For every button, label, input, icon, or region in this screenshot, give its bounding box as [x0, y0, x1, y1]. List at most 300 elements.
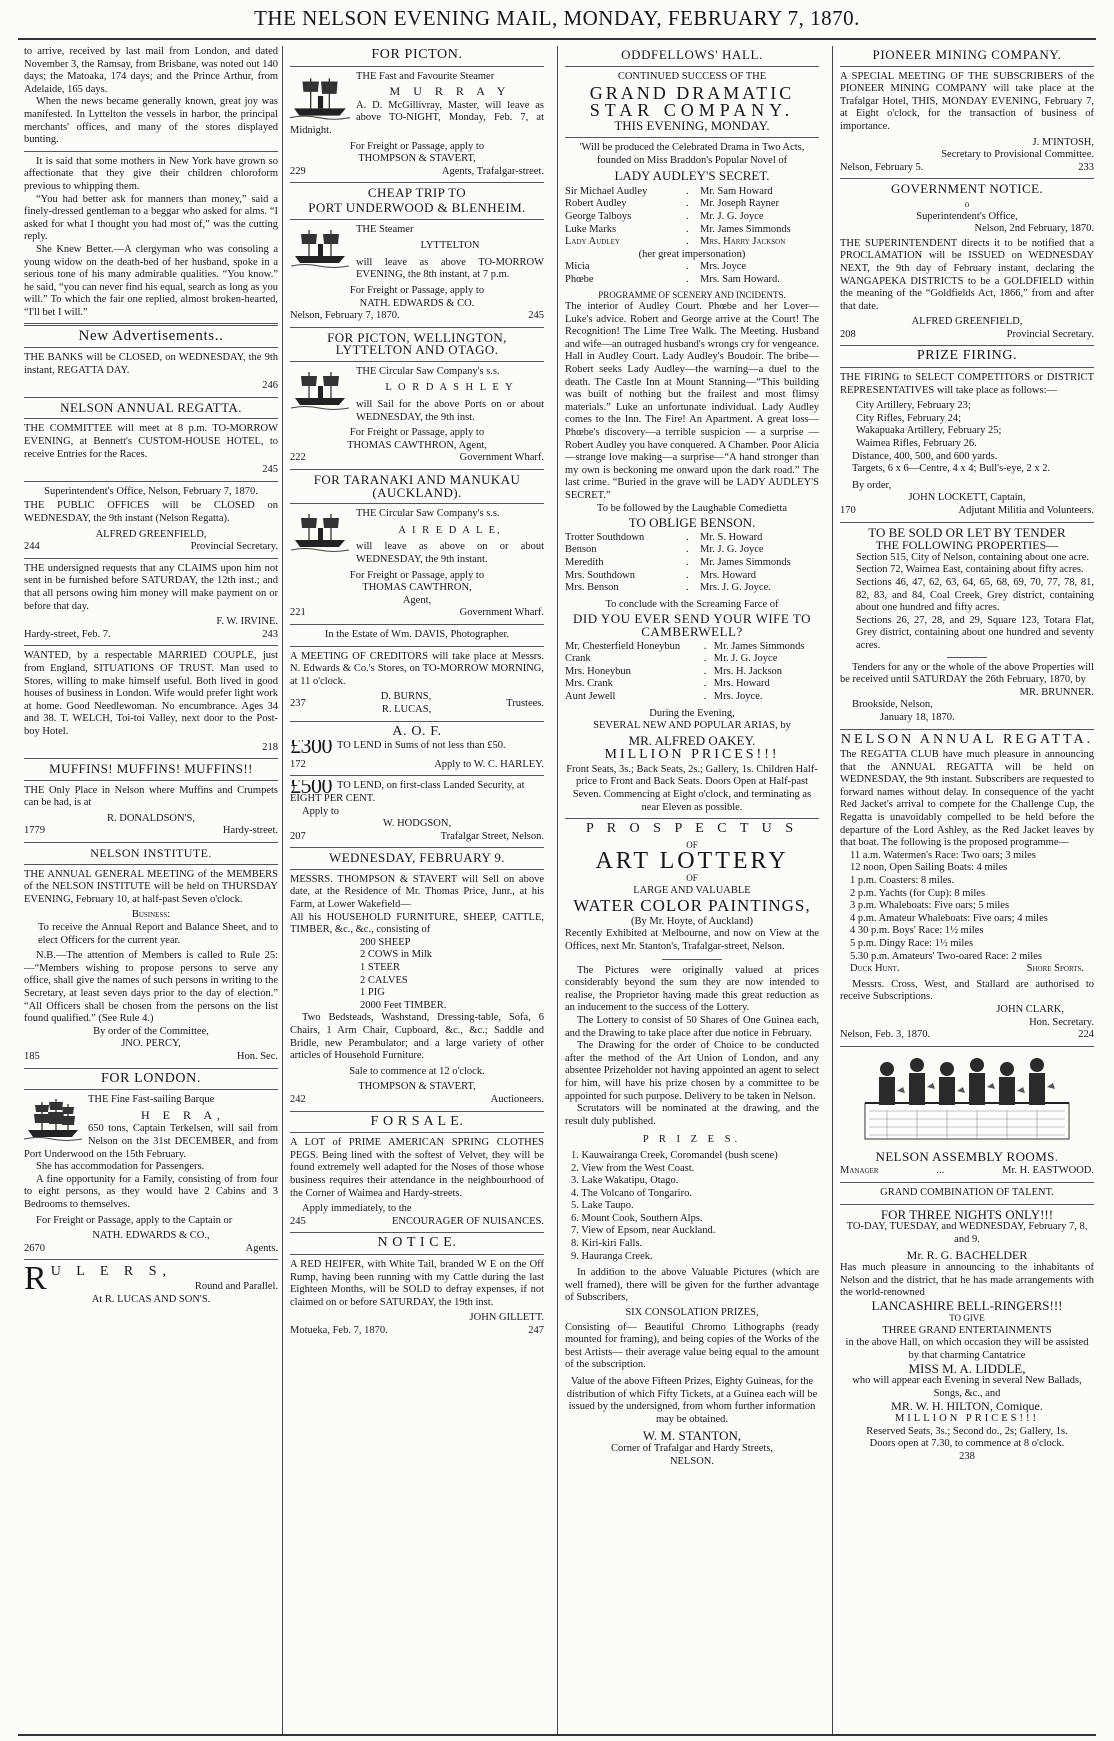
date: Nelson, February 7, 1870. — [290, 310, 400, 322]
ship-intro: THE Steamer — [356, 223, 414, 235]
in-hall: in the above Hall, on which occasion they will be assisted by that charming Cantatrice — [845, 1337, 1089, 1362]
announcement: Has much pleasure in announcing to the inhabitants of Nelson and the district, that he has made arrangements with the world-renowned — [840, 1261, 1094, 1299]
bell-ringers-illustration — [857, 1051, 1077, 1147]
targets: Targets, 6 x 6—Centre, 4 x 4; Bull's-eye, 2 x 2. — [852, 463, 1051, 475]
role: Luke Marks — [565, 223, 617, 235]
ship-name: H E R A, — [140, 1107, 225, 1122]
ship-intro: THE Circular Saw Company's s.s. — [356, 365, 500, 377]
ad-number: 1779 — [24, 825, 45, 837]
date: January 18, 1870. — [880, 711, 955, 723]
divider — [24, 842, 278, 843]
news-paragraph: It is said that some mothers in New York have grown so affectionate that they give their children chloroform previous to whipping them. — [24, 155, 278, 192]
agent-name: W. HODGSON, — [382, 818, 452, 830]
firing-item: City Rifles, February 24; — [856, 412, 961, 424]
ad-number: 245 — [262, 464, 278, 476]
divider — [24, 864, 278, 865]
conclude-text: To conclude with the Screaming Farce of — [605, 598, 779, 610]
prize-item: 1. Kauwairanga Creek, Coromandel (bush scene) — [571, 1149, 778, 1161]
subheading: Business: — [131, 909, 171, 921]
divider — [290, 775, 544, 776]
doors: Doors open at 7.30, to commence at 8 o'clock. — [869, 1438, 1065, 1450]
ad-number: 208 — [840, 328, 856, 340]
column-3 — [565, 46, 819, 1468]
messrs-text: Messrs. Cross, West, and Stallard are authorised to receive Subscriptions. — [840, 978, 1094, 1003]
auction-items: All his HOUSEHOLD FURNITURE, SHEEP, CATTLE, TIMBER, &c., &c., consisting of — [290, 911, 544, 936]
lottery-text: The Lottery to consist of 50 Shares of One Guinea each, and the Drawing to take place after due notice in February. — [565, 1014, 819, 1039]
divider — [290, 847, 544, 848]
loan-text: TO LEND, on first-class Landed Security, at EIGHT PER CENT. — [290, 780, 525, 804]
section-heading: FOR PICTON, WELLINGTON, LYTTELTON AND OTAGO. — [327, 329, 507, 358]
manager-label: Manager — [840, 1165, 879, 1177]
prizes-heading: P R I Z E S. — [642, 1134, 742, 1146]
sale-time: Sale to commence at 12 o'clock. — [349, 1065, 485, 1077]
role: Crank — [565, 653, 591, 665]
divider — [662, 959, 722, 960]
race-item: 4 p.m. Amateur Whaleboats: Five oars; 4 miles — [850, 912, 1048, 924]
followed-text: To be followed by the Laughable Comedietta — [597, 502, 787, 514]
prize-item: 3. Lake Wakatipu, Otago. — [571, 1175, 679, 1187]
divider — [840, 66, 1094, 67]
section-heading: FOR TARANAKI AND MANUKAU (AUCKLAND). — [313, 472, 521, 500]
agent-name: THOMPSON & STAVERT, — [358, 153, 476, 165]
ship-text: 650 tons, Captain Terkelsen, will sail from Nelson on the 31st DECEMBER, and from Port Underwood on the 15th February. — [24, 1123, 278, 1160]
agent-address: Government Wharf. — [459, 452, 544, 464]
race-item: 5 p.m. Dingy Race: 1½ miles — [850, 938, 974, 949]
signature-title: Provincial Secretary. — [190, 541, 278, 553]
million-prices: MILLION PRICES!!! — [894, 1413, 1040, 1425]
ship-intro: THE Fine Fast-sailing Barque — [88, 1094, 215, 1106]
divider — [24, 558, 278, 559]
rulers-at: At R. LUCAS AND SON'S. — [91, 1294, 211, 1306]
race-item: 3 p.m. Whaleboats: Five oars; 5 miles — [850, 900, 1010, 912]
section-heading: PRIZE FIRING. — [916, 348, 1018, 364]
signature: ALFRED GREENFIELD, — [95, 528, 207, 540]
ship-text: A. D. McGillivray, Master, will leave as above TO-NIGHT, Monday, Feb. 7, at Midnight. — [290, 99, 544, 136]
ad-number: 2670 — [24, 1242, 45, 1254]
divider — [290, 1111, 544, 1112]
arias-text: SEVERAL NEW AND POPULAR ARIAS, by — [593, 720, 791, 732]
of-text: OF — [686, 873, 698, 884]
ad-committee: THE COMMITTEE will meet at 8 p.m. TO-MORROW EVENING, at Bennett's CUSTOM-HOUSE HOTEL, to receive Entries for the Races. — [24, 423, 278, 460]
amount: £300 — [290, 740, 332, 753]
ad-number: 247 — [528, 1324, 544, 1336]
rulers-sub: Round and Parallel. — [194, 1280, 278, 1292]
column-1 — [24, 46, 278, 1307]
performer-name: Mr. R. G. BACHELDER — [906, 1248, 1028, 1263]
ad-number: 237 — [290, 697, 306, 709]
ad-proclamation: THE SUPERINTENDENT directs it to be notified that a PROCLAMATION will be ISSUED on WEDNESDAY NEXT, the 9th day of February instant, declaring the WANGAPEKA DISTRICTS to be a GOLDFIELD within the meaning of the “Goldfields Act, 1866,” from and after that date. — [840, 237, 1094, 312]
divider — [840, 1204, 1094, 1205]
divider — [290, 721, 544, 722]
role: Sir Michael Audley — [565, 185, 648, 197]
prize-item: 9. Hauranga Creek. — [571, 1250, 653, 1262]
ad-firing: THE FIRING to SELECT COMPETITORS or DISTRICT REPRESENTATIVES will take place as follows:— — [840, 372, 1094, 396]
loan-text: TO LEND in Sums of not less than £50. — [337, 740, 506, 752]
signature: ALFRED GREENFIELD, — [911, 316, 1023, 328]
actor: Mr. J. G. Joyce — [700, 210, 764, 222]
firing-item: Waimea Rifles, February 26. — [856, 438, 977, 450]
prize-item: 7. View of Epsom, near Auckland. — [571, 1225, 716, 1237]
race-item: 11 a.m. Watermen's Race: Two oars; 3 miles — [850, 849, 1036, 861]
loan-apply: Apply to W. C. HARLEY. — [434, 758, 544, 770]
company-heading: STAR COMPANY. — [589, 99, 795, 120]
agent-name: NATH. EDWARDS & CO. — [359, 297, 475, 309]
signature-title: Provincial Secretary. — [1006, 328, 1094, 340]
role: Mr. Chesterfield Honeybun — [565, 640, 681, 652]
estate-heading: In the Estate of Wm. DAVIS, Photographer. — [324, 628, 510, 640]
race-item: 2 p.m. Yachts (for Cup): 8 miles — [850, 887, 986, 899]
nb-text: N.B.—The attention of Members is called to Rule 25:—“Members wishing to propose persons to serve any office, shall give the names of such persons in writing to the Secretary, at least seven days prior to the day of election.” “All Officers shall be chosen from the persons on the list found qualified.” (See Rule 4.) — [24, 950, 278, 1025]
actor: Mr. J. G. Joyce — [713, 653, 778, 665]
news-paragraph: She Knew Better.—A clergyman who was consoling a young widow on the death-bed of her husband, spoke in a serious tone of his many admirable qualities. “You know.” he said, “you can never find his equal, search as long as you will.” To which the fair one replied, almost broken-hearted, “I'll bet I will.” — [24, 243, 278, 318]
actor: Mrs. Joyce — [700, 261, 747, 273]
duck-hunt: Duck Hunt. — [850, 963, 900, 975]
divider — [24, 151, 278, 152]
divider — [840, 178, 1094, 179]
business-text: To receive the Annual Report and Balance Sheet, and to elect Officers for the current year. — [38, 922, 278, 946]
section-item: Sections 26, 27, 28, and 29, Square 123, Totara Flat, Grey district, containing about one hundred and seventy acres. — [856, 614, 1094, 651]
ad-number: 238 — [959, 1450, 975, 1462]
prices: Reserved Seats, 3s.; Second do., 2s; Gallery, 1s. — [866, 1425, 1068, 1437]
exhibited-text: Recently Exhibited at Melbourne, and now on View at the Offices, next Mr. Stanton's, Trafalgar-street, Nelson. — [565, 928, 819, 952]
section-heading: WEDNESDAY, FEBRUARY 9. — [329, 850, 505, 866]
ad-number: 172 — [290, 758, 306, 770]
cast-note: (her great impersonation) — [638, 248, 746, 260]
divider — [840, 345, 1094, 346]
section-heading: ODDFELLOWS' HALL. — [621, 47, 763, 62]
drama-title: LADY AUDLEY'S SECRET. — [614, 168, 770, 184]
stock-item: 200 SHEEP — [360, 936, 411, 948]
ad-pegs: A LOT of PRIME AMERICAN SPRING CLOTHES PEGS. Being lined with the softest of Velvet, they will be found extremely well adapted for the Noses of those whose business requires their attendance in the neighbourhood of the Corner of Waimea and Hardy-streets. — [290, 1137, 544, 1199]
farce-title: DID YOU EVER SEND YOUR WIFE TO CAMBERWELL? — [573, 611, 811, 639]
divider — [840, 367, 1094, 368]
divider — [290, 1132, 544, 1133]
office: Superintendent's Office, — [916, 210, 1018, 222]
signature-title: Hon. Sec. — [236, 1050, 278, 1062]
large-text: LARGE AND VALUABLE — [633, 884, 751, 896]
actor: Mr. James Simmonds — [700, 556, 791, 568]
ad-number: 207 — [290, 830, 306, 842]
section-item: Section 515, City of Nelson, containing about one acre. — [856, 551, 1089, 563]
performer-name: MR. W. H. HILTON, Comique. — [891, 1399, 1043, 1414]
value-text: Value of the above Fifteen Prizes, Eighty Guineas, for the distribution of which Fifty Tickets, at a Guinea each will be issued by the undersigned, from whom further information may be obtained. — [566, 1376, 818, 1425]
ad-number: 242 — [290, 1093, 306, 1105]
company-heading: GRAND DRAMATIC — [589, 83, 795, 104]
column-2 — [290, 46, 544, 1337]
race-list — [840, 850, 1094, 963]
agent-address: Agents, Trafalgar-street. — [441, 165, 544, 177]
ship-name: L O R D A S H L E Y — [385, 382, 515, 394]
divider — [24, 1089, 278, 1090]
role: Meredith — [565, 556, 604, 568]
section-heading: CHEAP TRIP TO — [367, 185, 467, 201]
section-heading: TO BE SOLD OR LET BY TENDER — [868, 524, 1066, 540]
signature: ENCOURAGER OF NUISANCES. — [392, 1215, 544, 1227]
divider — [290, 361, 544, 362]
loan-apply: Apply to — [302, 805, 340, 817]
dropcap: R — [24, 1264, 47, 1295]
signature: W. M. STANTON, — [642, 1428, 742, 1444]
divider — [565, 137, 819, 138]
role: Robert Audley — [565, 198, 627, 210]
prize-item: 4. The Volcano of Tongariro. — [571, 1187, 692, 1199]
ad-public-offices: THE PUBLIC OFFICES will be CLOSED on WEDNESDAY, the 9th instant (Nelson Regatta). — [24, 500, 278, 524]
divider — [290, 219, 544, 220]
ship-icon — [24, 1096, 82, 1142]
ship-icon — [290, 510, 350, 552]
divider — [290, 624, 544, 625]
ad-institute: THE ANNUAL GENERAL MEETING of the MEMBERS of the NELSON INSTITUTE will be held on THURSDAY EVENING, February 10, at half-past Seven o'clock. — [24, 868, 278, 905]
date: Nelson, 2nd February, 1870. — [974, 223, 1094, 235]
divider — [290, 869, 544, 870]
date: Nelson, February 5. — [840, 161, 924, 173]
prize-item: 2. View from the West Coast. — [571, 1162, 695, 1174]
ad-number: 221 — [290, 607, 306, 619]
freight-apply: For Freight or Passage, apply to the Captain or — [36, 1214, 233, 1226]
actor: Mr. S. Howard — [700, 531, 763, 543]
cast-list: Mr. Chesterfield Honeybun . Mr. James Simmonds Crank . Mr. J. G. Joyce Mrs. Honeybun . Mrs. H. Jackson Mrs. Crank . Mrs. Howard Aunt Jewell . Mrs. Joyce. — [565, 641, 819, 704]
divider — [290, 1232, 544, 1233]
masthead-rule — [18, 38, 1096, 40]
rulers-heading: U L E R S, — [50, 1264, 173, 1280]
actor: Mrs. Joyce. — [713, 690, 763, 702]
race-item: 12 noon, Open Sailing Boats: 4 miles — [850, 862, 1008, 874]
signature: JNO. PERCY, — [121, 1038, 181, 1050]
ship-name: A I R E D A L E, — [398, 524, 502, 536]
date: Motueka, Feb. 7, 1870. — [290, 1324, 388, 1336]
role: Lady Audley — [565, 236, 620, 248]
lottery-text: Scrutators will be nominated at the drawing, and the result duly published. — [565, 1103, 819, 1127]
manager-name: Mr. H. EASTWOOD. — [1002, 1165, 1094, 1177]
ad-claims: THE undersigned requests that any CLAIMS upon him not sent in be furnished before SATURDAY, the 12th inst.; and that all persons owing him money will make payment on or before that day. — [24, 562, 278, 612]
divider — [840, 522, 1094, 523]
section-subheading: THE FOLLOWING PROPERTIES— — [875, 538, 1059, 553]
agent-title: Auctioneers. — [490, 1093, 544, 1105]
paintings-heading: WATER COLOR PAINTINGS, — [573, 896, 811, 916]
ad-number: 244 — [24, 541, 40, 553]
auction-text: MESSRS. THOMPSON & STAVERT will Sell on above date, at the Residence of Mr. Thomas Price, Junr., at his Farm, at Lower Wakefield— — [290, 873, 544, 911]
news-paragraph: When the news became generally known, great joy was manifested. In Lyttelton the vessels in harbor, the principal merchants' offices, and many of the stores displayed bunting. — [24, 96, 278, 146]
ship-icon — [290, 73, 350, 121]
trustee-name: R. LUCAS, — [381, 703, 432, 715]
race-item: 4 30 p.m. Boys' Race: 1½ miles — [850, 925, 984, 937]
divider — [840, 1182, 1094, 1183]
section-heading: NELSON ANNUAL REGATTA. — [840, 731, 1094, 747]
divider — [24, 1259, 278, 1260]
during-text: During the Evening, — [649, 707, 735, 719]
signature-title: Agents. — [245, 1242, 278, 1254]
race-item: 5.30 p.m. Amateurs' Two-oared Race: 2 miles — [850, 950, 1042, 962]
art-lottery-heading: ART LOTTERY — [595, 848, 789, 875]
prize-list — [565, 1150, 819, 1263]
divider — [24, 347, 278, 348]
role: Mrs. Honeybun — [565, 665, 631, 677]
news-paragraph: to arrive, received by last mail from London, and dated November 3, the Ramsay, from Brisbane, was noted out 140 days; the Matoaka, 174 days; and the Prince Arthur, from Adelaide, 165 days. — [24, 46, 278, 95]
ship-text: will Sail for the above Ports on or about WEDNESDAY, the 9th inst. — [356, 399, 544, 423]
stock-item: 2 COWS in Milk — [360, 949, 433, 961]
tenders-text: Tenders for any or the whole of the above Properties will be received until SATURDAY the 26th February, 1870, by — [840, 661, 1094, 686]
agent-name: NATH. EDWARDS & CO., — [92, 1230, 210, 1242]
freight-apply: For Freight or Passage, apply to — [349, 284, 485, 296]
column-4 — [840, 46, 1094, 1463]
ship-opportunity: A fine opportunity for a Family, consisting of from four to eight persons, as they would have 2 Cabins and 3 Bedrooms to themselves. — [24, 1173, 278, 1210]
section-heading: PORT UNDERWOOD & BLENHEIM. — [308, 199, 526, 215]
ship-name: M U R R A Y — [389, 84, 511, 99]
actor: Mrs. Howard — [700, 569, 756, 581]
performer-name: MISS M. A. LIDDLE, — [908, 1360, 1026, 1376]
agent-address: Government Wharf. — [459, 607, 544, 619]
actor: Mrs. J. G. Joyce. — [700, 582, 771, 594]
section-heading: NELSON INSTITUTE. — [90, 846, 212, 861]
freight-apply: For Freight or Passage, apply to — [349, 427, 485, 439]
synopsis: The interior of Audley Court. Phœbe and her Lover—Luke's advice. Robert and George arrive at the Court! The Recognition! The Lime Tree Walk. The Meeting. Husband and wife—an outraged husband's wrongs cry for vengeance. Hall in Audley Court. Lady Audley's Boudoir. The bribe—Robert seeks Lady Audley—the warning—a duel to the death. The Castle Inn at Mount Stanning—“This building was built of nothing but the frailest and most flimsy materials.” Luke an unfortunate individual. Lady Audley comes to the Inn. The Fire! An Apartment. A great loss—Phœbe's discovery—a terrible suspicion — a surprise — Robert Audley you have conquered. A Chamber. Poor Alicia—strange love making—a surprise—“A hand stronger than my own is beckoning me onward upon the dark road.” The last crime. “Buried in the grave will be LADY AUDLEY'S SECRET.” — [565, 301, 819, 501]
amount: £500 — [290, 780, 332, 799]
ad-heifer: A RED HEIFER, with White Tail, branded W E on the Off Rump, having been running with my Cattle during the last Eighteen Months, will be SOLD to defray expenses, if not claimed on or before SATURDAY, the 19th inst. — [290, 1258, 544, 1308]
section-heading: N O T I C E. — [377, 1235, 457, 1251]
role: Micia — [565, 261, 590, 273]
actor: Mr. James Simmonds — [700, 223, 791, 235]
divider — [290, 182, 544, 183]
sections-list — [840, 552, 1094, 653]
programme-heading: PROGRAMME OF SCENERY AND INCIDENTS. — [598, 289, 786, 300]
address: Corner of Trafalgar and Hardy Streets, — [610, 1442, 774, 1454]
section-heading: A. O. F. — [392, 723, 442, 739]
manager-dots: ... — [936, 1165, 945, 1177]
section-heading: PIONEER MINING COMPANY. — [872, 47, 1062, 62]
bell-ringers-heading: LANCASHIRE BELL-RINGERS!!! — [871, 1297, 1063, 1313]
performer-name: MR. ALFRED OAKEY. — [628, 732, 756, 748]
signature-title: Secretary to Provisional Committee. — [941, 149, 1094, 161]
divider — [947, 657, 987, 658]
firing-item: City Artillery, February 23; — [856, 400, 971, 412]
role: Mrs. Crank — [565, 678, 613, 690]
ad-muffins: THE Only Place in Nelson where Muffins and Crumpets can be had, is at — [24, 784, 278, 809]
consolation-heading: SIX CONSOLATION PRIZES, — [625, 1307, 759, 1319]
signature: JOHN LOCKETT, Captain, — [908, 492, 1026, 504]
ship-intro: THE Circular Saw Company's s.s. — [356, 508, 500, 520]
dates: TO-DAY, TUESDAY, and WEDNESDAY, February 7, 8, and 9. — [846, 1221, 1088, 1245]
divider — [565, 66, 819, 67]
grand-combination: GRAND COMBINATION OF TALENT. — [880, 1186, 1054, 1198]
agent-name: THOMPSON & STAVERT, — [358, 1081, 476, 1093]
signature-title: Adjutant Militia and Volunteers. — [958, 505, 1094, 516]
bottom-rule — [18, 1734, 1096, 1736]
firing-list — [840, 400, 1094, 450]
trustee-name: D. BURNS, — [380, 691, 432, 703]
actor: Mr. James Simmonds — [713, 640, 805, 652]
section-item: Sections 46, 47, 62, 63, 64, 65, 68, 69, 70, 77, 78, 81, 82, 83, and 84, Coal Creek, Grey district, containing about one hundred and fifty acres. — [856, 576, 1094, 614]
ship-icon — [290, 368, 350, 410]
actor: Mrs. H. Jackson — [713, 665, 783, 677]
ship-icon — [290, 226, 350, 268]
ad-number: 233 — [1078, 161, 1094, 173]
actor: Mrs. Howard — [713, 678, 770, 690]
section-heading: FOR PICTON. — [371, 47, 463, 62]
cast-list: Micia . Mrs. Joyce Phœbe . Mrs. Sam Howard. — [565, 261, 819, 286]
ornament: o — [964, 198, 970, 209]
divider — [290, 503, 544, 504]
ad-pioneer: A SPECIAL MEETING OF THE SUBSCRIBERS of the PIONEER MINING COMPANY will take place at the Trafalgar Hotel, THIS, MONDAY EVENING, February 7, at Eight o'clock, for the transaction of business of importance. — [840, 70, 1094, 132]
cast-list: Trotter Southdown . Mr. S. Howard Benson . Mr. J. G. Joyce Meredith . Mr. James Simmonds Mrs. Southdown . Mrs. Howard Mrs. Benson . Mrs. J. G. Joyce. — [565, 532, 819, 595]
ship-accommodation: She has accommodation for Passengers. — [36, 1161, 205, 1173]
section-heading: NELSON ASSEMBLY ROOMS. — [875, 1148, 1059, 1164]
divider — [24, 418, 278, 419]
ad-number: 245 — [528, 310, 544, 322]
agent-name: THOMAS CAWTHRON, — [362, 582, 472, 594]
prospectus-heading: P R O S P E C T U S — [585, 821, 799, 837]
role: Benson — [565, 544, 597, 556]
signature: R. DONALDSON'S, — [107, 812, 195, 824]
stock-item: 2000 Feet TIMBER. — [360, 999, 447, 1011]
race-item: 1 p.m. Coasters: 8 miles. — [850, 875, 955, 887]
address: Hardy-street, Feb. 7. — [24, 628, 111, 640]
divider — [24, 397, 278, 398]
ad-number: 229 — [290, 165, 306, 177]
ad-number: 170 — [840, 505, 856, 516]
divider — [290, 469, 544, 470]
role: George Talboys — [565, 210, 632, 222]
date: Nelson, Feb. 3, 1870. — [840, 1029, 931, 1041]
ad-number: 243 — [262, 628, 278, 640]
divider — [840, 729, 1094, 730]
actor: Mrs. Sam Howard. — [700, 273, 780, 285]
divider — [24, 758, 278, 759]
section-heading: GOVERNMENT NOTICE. — [890, 181, 1044, 197]
ad-number: 218 — [262, 741, 278, 753]
actor: Mr. Sam Howard — [700, 185, 773, 197]
section-heading: NELSON ANNUAL REGATTA. — [60, 399, 242, 415]
prices-text: Front Seats, 3s.; Back Seats, 2s.; Gallery, 1s. Children Half-price to Front and Back Seats. Doors Open at Half-past Seven. Commencing at Eight o'clock, and terminating as near Eleven as possible. — [566, 763, 818, 813]
prize-item: 8. Kiri-kiri Falls. — [571, 1238, 643, 1250]
subheading: CONTINUED SUCCESS OF THE — [617, 70, 767, 82]
divider — [840, 1046, 1094, 1047]
section-heading: MUFFINS! MUFFINS! MUFFINS!! — [49, 761, 253, 777]
divider — [24, 323, 278, 326]
ship-text: will leave as above on or about WEDNESDAY, the 9th instant. — [356, 541, 544, 565]
section-heading: New Advertisements.. — [78, 328, 224, 345]
artist-text: (By Mr. Hoyte, of Auckland) — [631, 915, 753, 927]
distance: Distance, 400, 500, and 600 yards. — [852, 450, 998, 462]
address: NELSON. — [669, 1455, 715, 1467]
ship-intro: THE Fast and Favourite Steamer — [356, 70, 495, 82]
by-order: By order of the Committee, — [93, 1025, 209, 1037]
ad-number: 222 — [290, 452, 306, 464]
divider — [24, 481, 278, 482]
address: Brookside, Nelson, — [852, 699, 933, 711]
stock-list — [290, 937, 544, 1013]
signature: F. W. IRVINE. — [216, 616, 278, 628]
addition-text: In addition to the above Valuable Pictures (which are well framed), there will be given for the further advantage of Subscribers, — [565, 1267, 819, 1304]
freight-apply: For Freight or Passage, apply to — [349, 140, 485, 152]
actor: Mr. J. G. Joyce — [700, 544, 764, 556]
freight-apply: For Freight or Passage, apply to — [349, 569, 485, 581]
section-item: Section 72, Waimea East, containing about fifty acres. — [856, 564, 1084, 576]
divider — [24, 645, 278, 646]
signature: MR. BRUNNER. — [1019, 686, 1094, 698]
divider — [290, 1254, 544, 1255]
role: Mrs. Benson — [565, 582, 619, 594]
column-rule-1 — [282, 46, 283, 1734]
auction-furniture: Two Bedsteads, Washstand, Dressing-table, Sofa, 6 Chairs, 1 Arm Chair, Cupboard, &c., &c.; Saddle and Bridle, new Perambulator; and a large variety of other articles of Household Furniture. — [290, 1012, 544, 1062]
divider — [290, 327, 544, 328]
ad-number: 224 — [1078, 1029, 1094, 1041]
section-heading: F O R S A L E. — [370, 1113, 464, 1129]
column-rule-3 — [832, 46, 833, 1734]
stock-item: 1 PIG — [360, 987, 385, 999]
signature: J. M'INTOSH, — [1032, 136, 1094, 148]
prize-item: 5. Lake Taupo. — [571, 1200, 634, 1212]
divider — [24, 780, 278, 781]
